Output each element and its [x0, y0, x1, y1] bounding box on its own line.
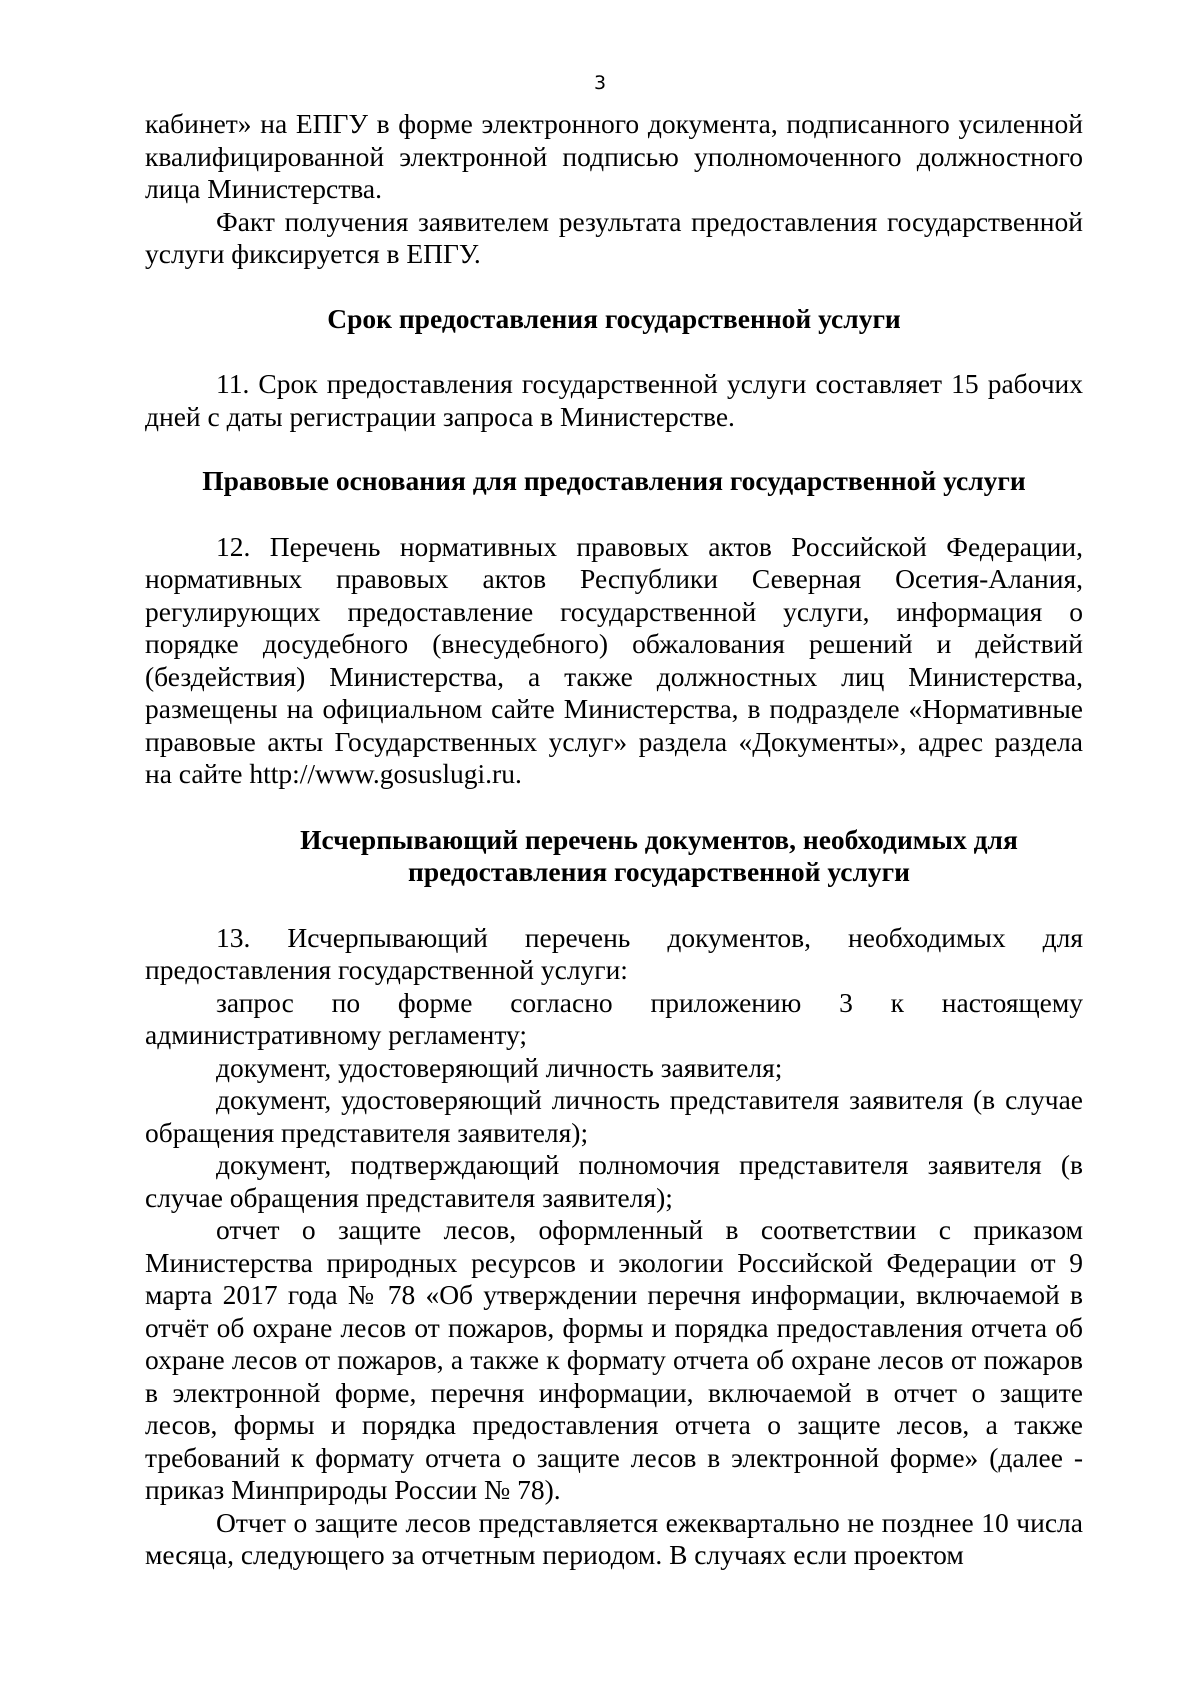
paragraph-12: 12. Перечень нормативных правовых актов Российской Федерации, нормативных правовых актов Республики Северная Осетия-Алания, регулирующих предоставление государственной услуги, информация о порядке досудебного (внесудебного) обжалования решений и действий (бездействия) Министерства, а также должностных лиц Министерства, размещены на официальном сайте Министерства, в подразделе «Нормативные правовые акты Государственных услуг» раздела «Документы», адрес раздела на сайте http://www.gosuslugi.ru. — [145, 530, 1083, 789]
heading-service-term: Срок предоставления государственной услуги — [327, 302, 901, 334]
list-item-representative-authority: документ, подтверждающий полномочия представителя заявителя (в случае обращения представителя заявителя); — [145, 1149, 1083, 1213]
page-number: 3 — [593, 72, 607, 94]
heading-legal-basis: Правовые основания для предоставления государственной услуги — [202, 465, 1026, 496]
paragraph-cabinet-continuation: кабинет» на ЕПГУ в форме электронного документа, подписанного усиленной квалифицированной электронной подписью уполномоченного должностного лица Министерства. — [145, 108, 1083, 204]
list-item-forest-protection-report: отчет о защите лесов, оформленный в соответствии с приказом Министерства природных ресурсов и экологии Российской Федерации от 9 марта 2017 года № 78 «Об утверждении перечня информации, включаемой в отчёт об охране лесов от пожаров, формы и порядка предоставления отчета об охране лесов от пожаров, а также к формату отчета об охране лесов от пожаров в электронной форме, перечня информации, включаемой в отчет о защите лесов, формы и порядка предоставления отчета о защите лесов, а также требований к формату отчета о защите лесов в электронной форме» (далее - приказ Минприроды России № 78). — [145, 1214, 1083, 1505]
heading-documents-list: Исчерпывающий перечень документов, необходимых для предоставления государственной услуги — [300, 823, 1018, 887]
paragraph-11: 11. Срок предоставления государственной услуги составляет 15 рабочих дней с даты регистрации запроса в Министерстве. — [145, 368, 1083, 432]
list-item-representative-id: документ, удостоверяющий личность представителя заявителя (в случае обращения представителя заявителя); — [145, 1084, 1083, 1148]
list-item-applicant-id: документ, удостоверяющий личность заявителя; — [216, 1051, 783, 1083]
paragraph-13: 13. Исчерпывающий перечень документов, необходимых для предоставления государственной услуги: — [145, 921, 1083, 985]
document-body — [145, 108, 1083, 1572]
list-item-request: запрос по форме согласно приложению 3 к настоящему административному регламенту; — [145, 986, 1083, 1050]
paragraph-report-schedule: Отчет о защите лесов представляется ежеквартально не позднее 10 числа месяца, следующего за отчетным периодом. В случаях если проектом — [145, 1506, 1083, 1570]
paragraph-result-fact: Факт получения заявителем результата предоставления государственной услуги фиксируется в ЕПГУ. — [145, 205, 1083, 269]
